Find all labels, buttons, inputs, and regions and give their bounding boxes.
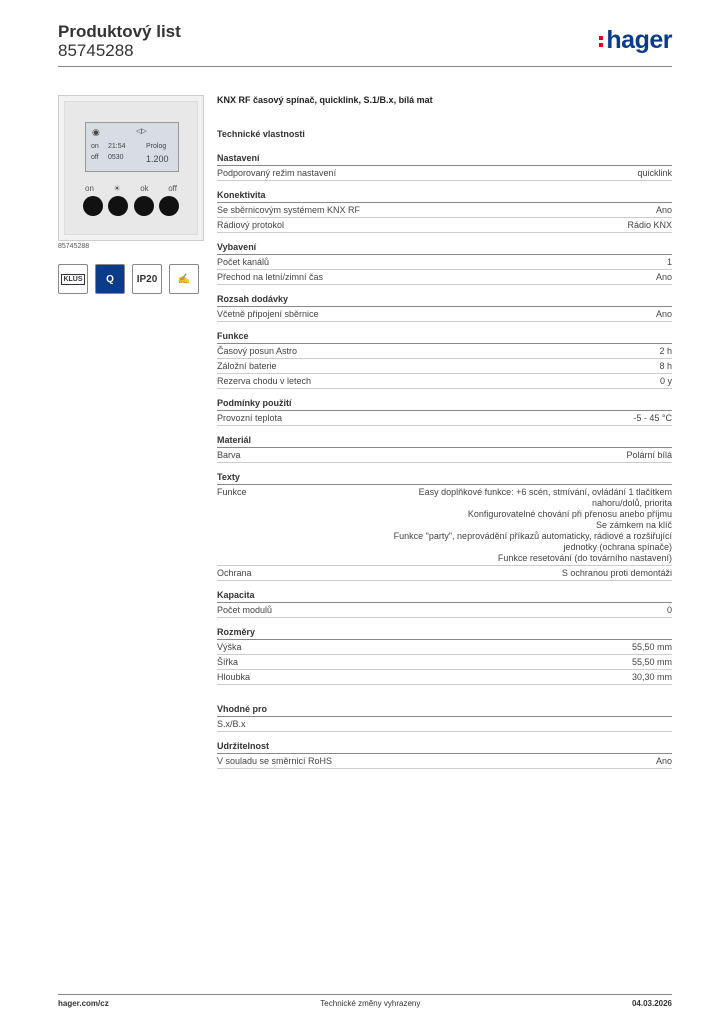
spec-value: Ano: [655, 309, 672, 319]
section-title: Udržitelnost: [217, 741, 672, 754]
spec-value: -5 - 45 °C: [633, 413, 672, 423]
footer-site[interactable]: hager.com/cz: [58, 999, 109, 1008]
spec-key: Přechod na letní/zimní čas: [217, 272, 324, 282]
section-a-4: [217, 331, 672, 389]
spec-value: 0 y: [659, 376, 672, 386]
key-light: [108, 196, 128, 216]
hand-icon: ✍: [169, 264, 199, 294]
section-c-1: [217, 741, 672, 769]
header-divider: [58, 66, 672, 67]
section-title: Rozměry: [217, 627, 672, 640]
spec-row: Ochrana S ochranou proti demontáži: [217, 566, 672, 581]
section-a-3: [217, 294, 672, 322]
section-a-6: [217, 435, 672, 463]
spec-row: [217, 411, 672, 426]
footer-date: 04.03.2026: [631, 999, 672, 1008]
spec-row: [217, 374, 672, 389]
spec-key: Počet modulů: [217, 605, 273, 615]
image-caption: 85745288: [58, 243, 90, 250]
spec-row: [217, 640, 672, 655]
spec-row: Funkce Easy doplňkové funkce: +6 scén, stmívání, ovládání 1 tlačítkem nahoru/dolů, priorita Konfigurovatelné chování při přenosu anebo příjmu Se zámkem na klíč Funkce "party", neprovádění příkazů automaticky, rádiové a rozšiřující jednotky (ochrana spínače) Funkce resetování (do továrního nastavení): [217, 485, 672, 566]
page-title: Produktový list: [58, 22, 181, 41]
section-title: Vhodné pro: [217, 704, 672, 717]
section-a-5: [217, 398, 672, 426]
spec-row: [217, 255, 672, 270]
funkce-line: Funkce resetování (do továrního nastavení): [497, 553, 672, 563]
section-b-1: [217, 627, 672, 685]
footer: [58, 999, 672, 1008]
spec-key: Počet kanálů: [217, 257, 270, 267]
spec-content: [217, 95, 672, 778]
section-b-0: [217, 590, 672, 618]
badges: [58, 264, 199, 294]
funkce-line: Funkce "party", neprovádění příkazů automaticky, rádiové a rozšiřující: [393, 531, 672, 541]
spec-row: [217, 218, 672, 233]
section-title: Vybavení: [217, 242, 672, 255]
product-name: KNX RF časový spínač, quicklink, S.1/B.x, bílá mat: [217, 95, 433, 105]
footer-note: Technické změny vyhrazeny: [320, 999, 421, 1008]
spec-value: Ano: [655, 756, 672, 766]
key-labels: on ☀ ok off: [85, 184, 177, 193]
spec-row: [217, 717, 672, 732]
spec-row: [217, 203, 672, 218]
key-off: [159, 196, 179, 216]
product-code: 85745288: [58, 41, 134, 60]
spec-row: [217, 359, 672, 374]
funkce-line: Se zámkem na klíč: [595, 520, 672, 530]
funkce-line: nahoru/dolů, priorita: [591, 498, 672, 508]
funkce-line: Easy doplňkové funkce: +6 scén, stmívání, ovládání 1 tlačítkem: [418, 487, 672, 497]
product-image: [58, 95, 204, 241]
spec-key: S.x/B.x: [217, 719, 246, 729]
spec-value: 2 h: [659, 346, 672, 356]
spec-row: [217, 754, 672, 769]
section-title: Kapacita: [217, 590, 672, 603]
spec-value: 0: [666, 605, 672, 615]
key-on: [83, 196, 103, 216]
spec-row: [217, 307, 672, 322]
footer-divider: [58, 994, 672, 995]
spec-row: [217, 344, 672, 359]
spec-row: [217, 670, 672, 685]
quicklink-icon: Q: [95, 264, 125, 294]
spec-value: Ano: [655, 272, 672, 282]
spec-row: [217, 166, 672, 181]
spec-key: V souladu se směrnicí RoHS: [217, 756, 333, 766]
spec-key: Barva: [217, 450, 241, 460]
device-illustration: [64, 101, 198, 235]
spec-key: Rádiový protokol: [217, 220, 285, 230]
spec-value: 55,50 mm: [631, 642, 672, 652]
spec-key: Hloubka: [217, 672, 251, 682]
spec-value: Ano: [655, 205, 672, 215]
section-title: Podmínky použití: [217, 398, 672, 411]
spec-row: [217, 603, 672, 618]
funkce-line: Konfigurovatelné chování při přenosu anebo příjmu: [467, 509, 672, 519]
spec-row: [217, 270, 672, 285]
lcd-display: ◉ ◁▷ on 21:54 off 0530 Prolog 1.200: [85, 122, 179, 172]
spec-value: 55,50 mm: [631, 657, 672, 667]
spec-key: Včetně připojení sběrnice: [217, 309, 319, 319]
section-title: Materiál: [217, 435, 672, 448]
spec-row: [217, 655, 672, 670]
section-a-0: [217, 153, 672, 181]
ip20-icon: IP20: [132, 264, 162, 294]
spec-key: Podporovaný režim nastavení: [217, 168, 337, 178]
section-title: Funkce: [217, 331, 672, 344]
spec-key: Rezerva chodu v letech: [217, 376, 312, 386]
section-title: Rozsah dodávky: [217, 294, 672, 307]
spec-key: Šířka: [217, 657, 239, 667]
section-c-0: [217, 704, 672, 732]
spec-key: Časový posun Astro: [217, 346, 298, 356]
spec-key: Provozní teplota: [217, 413, 283, 423]
spec-row: [217, 448, 672, 463]
section-title: Nastavení: [217, 153, 672, 166]
spec-value: Rádio KNX: [627, 220, 672, 230]
header: [58, 22, 181, 60]
section-title: Konektivita: [217, 190, 672, 203]
spec-value: 30,30 mm: [631, 672, 672, 682]
tech-heading: Technické vlastnosti: [217, 129, 305, 139]
key-ok: [134, 196, 154, 216]
section-a-2: [217, 242, 672, 285]
section-texty: Texty Funkce Easy doplňkové funkce: +6 scén, stmívání, ovládání 1 tlačítkem nahoru/dolů, priorita Konfigurovatelné chování při přenosu anebo příjmu Se zámkem na klíč Funkce "party", neprovádění příkazů automaticky, rádiové a rozšiřující jednotky (ochrana spínače) Funkce resetování (do továrního nastavení) Ochrana S ochranou proti demontáži: [217, 472, 672, 581]
klus-icon: KLUS: [58, 264, 88, 294]
spec-key: Se sběrnicovým systémem KNX RF: [217, 205, 361, 215]
spec-value: 8 h: [659, 361, 672, 371]
spec-value: 1: [666, 257, 672, 267]
hager-logo: hager: [599, 26, 672, 55]
spec-value: Polární bílá: [626, 450, 672, 460]
device-keys: [83, 196, 179, 216]
spec-key: Záložní baterie: [217, 361, 277, 371]
radio-icon: ◁▷: [136, 128, 147, 135]
section-a-1: [217, 190, 672, 233]
spec-key: Výška: [217, 642, 242, 652]
clock-icon: ◉: [92, 127, 100, 137]
funkce-line: jednotky (ochrana spínače): [563, 542, 672, 552]
logo-dots-icon: [599, 33, 604, 50]
spec-value: quicklink: [637, 168, 672, 178]
